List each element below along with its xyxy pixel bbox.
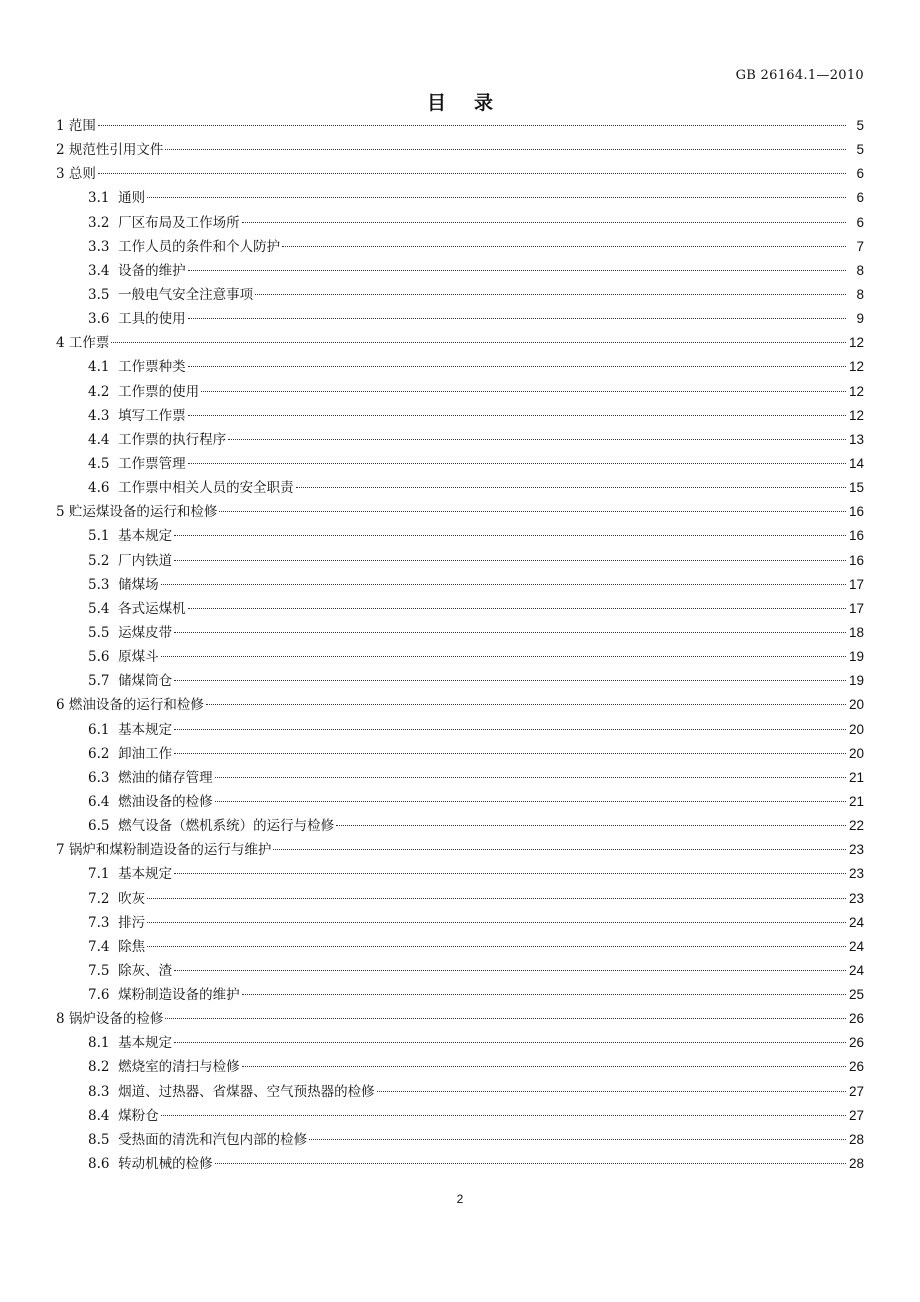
- toc-entry-label: 设备的维护: [118, 262, 186, 279]
- toc-entry[interactable]: [56, 693, 864, 717]
- toc-entry[interactable]: [56, 549, 864, 573]
- toc-entry[interactable]: [56, 838, 864, 862]
- toc-entry-number: 1: [56, 118, 65, 134]
- toc-entry-page: 23: [848, 890, 864, 906]
- dot-leader: [147, 197, 846, 198]
- toc-entry-label: 运煤皮带: [118, 624, 173, 641]
- dot-leader: [147, 922, 846, 923]
- toc-entry[interactable]: [56, 211, 864, 235]
- dot-leader: [242, 222, 846, 223]
- toc-entry-number: 7: [56, 842, 65, 859]
- toc-entry-page: 15: [848, 480, 864, 496]
- toc-entry-page: 19: [848, 673, 864, 689]
- toc-entry-label: 锅炉和煤粉制造设备的运行与维护: [68, 842, 272, 859]
- toc-entry-page: 6: [856, 214, 864, 230]
- toc-entry-number: 7.2: [88, 890, 110, 907]
- toc-entry-page: 12: [848, 335, 864, 351]
- toc-entry-number: 8.4: [88, 1107, 110, 1124]
- toc-entry[interactable]: [56, 573, 864, 597]
- toc-entry-page: 14: [848, 455, 864, 471]
- toc-entry-label: 原煤斗: [118, 649, 159, 666]
- dot-leader: [174, 560, 846, 561]
- toc-entry-label: 储煤筒仓: [118, 673, 173, 690]
- toc-entry-number: 8.5: [88, 1131, 110, 1148]
- toc-entry-number: 2: [56, 142, 65, 159]
- page-title: [0, 88, 920, 115]
- toc-entry-label: 厂区布局及工作场所: [118, 214, 240, 231]
- dot-leader: [161, 584, 846, 585]
- toc-entry-label: 排污: [118, 914, 146, 931]
- toc-entry-label: 通则: [118, 190, 146, 207]
- dot-leader: [98, 125, 846, 126]
- toc-entry[interactable]: [56, 307, 864, 331]
- toc-entry-number: 4.1: [88, 359, 110, 376]
- toc-entry-page: 5: [856, 118, 864, 133]
- toc-entry[interactable]: [56, 428, 864, 452]
- toc-entry-page: 16: [848, 552, 864, 568]
- toc-entry[interactable]: [56, 718, 864, 742]
- title-char-1: 目: [426, 92, 446, 114]
- toc-entry-number: 5.7: [88, 673, 110, 690]
- toc-entry[interactable]: [56, 911, 864, 935]
- toc-entry-label: 贮运煤设备的运行和检修: [68, 504, 218, 521]
- toc-entry-number: 4.6: [88, 480, 110, 497]
- toc-entry[interactable]: [56, 790, 864, 814]
- toc-entry-label: 填写工作票: [118, 407, 186, 424]
- toc-entry-page: 27: [848, 1083, 864, 1099]
- toc-entry-number: 3.2: [88, 214, 110, 231]
- toc-entry-label: 工具的使用: [118, 311, 186, 328]
- toc-entry-number: 8: [56, 1011, 65, 1028]
- toc-entry-label: 煤粉制造设备的维护: [118, 987, 240, 1004]
- dot-leader: [147, 898, 846, 899]
- dot-leader: [219, 511, 846, 512]
- toc-entry-label: 燃油的储存管理: [118, 769, 213, 786]
- dot-leader: [174, 680, 846, 681]
- toc-entry[interactable]: [56, 114, 864, 138]
- toc-entry[interactable]: [56, 621, 864, 645]
- toc-entry-page: 17: [848, 600, 864, 616]
- toc-entry-number: 4.5: [88, 455, 110, 472]
- dot-leader: [377, 1091, 846, 1092]
- dot-leader: [242, 1066, 846, 1067]
- toc-entry-number: 5.5: [88, 624, 110, 641]
- toc-entry-label: 除灰、渣: [118, 962, 173, 979]
- toc-entry-page: 21: [848, 793, 864, 809]
- toc-entry-number: 7.4: [88, 938, 110, 955]
- toc-entry-label: 除焦: [118, 938, 146, 955]
- toc-entry-page: 17: [848, 576, 864, 592]
- toc-entry-label: 厂内铁道: [118, 552, 173, 569]
- toc-entry-label: 燃烧室的清扫与检修: [118, 1059, 240, 1076]
- toc-entry[interactable]: [56, 524, 864, 548]
- dot-leader: [188, 415, 846, 416]
- dot-leader: [215, 1163, 846, 1164]
- toc-entry[interactable]: [56, 983, 864, 1007]
- toc-entry[interactable]: [56, 355, 864, 379]
- toc-entry[interactable]: [56, 138, 864, 162]
- toc-entry-number: 4: [56, 335, 65, 352]
- toc-entry[interactable]: [56, 887, 864, 911]
- dot-leader: [174, 632, 846, 633]
- toc-entry-label: 燃油设备的运行和检修: [68, 697, 204, 714]
- toc-entry-page: 19: [848, 649, 864, 665]
- dot-leader: [174, 1042, 846, 1043]
- toc-entry-page: 24: [848, 938, 864, 954]
- toc-entry[interactable]: [56, 742, 864, 766]
- toc-entry-page: 12: [848, 407, 864, 423]
- toc-entry[interactable]: [56, 1152, 864, 1176]
- toc-entry-page: 24: [848, 962, 864, 978]
- dot-leader: [242, 994, 846, 995]
- toc-entry[interactable]: [56, 283, 864, 307]
- toc-entry-number: 8.6: [88, 1156, 110, 1173]
- toc-entry-label: 煤粉仓: [118, 1107, 159, 1124]
- toc-entry-page: 12: [848, 359, 864, 375]
- toc-entry-number: 6.2: [88, 745, 110, 762]
- toc-entry-page: 18: [848, 624, 864, 640]
- dot-leader: [215, 777, 846, 778]
- toc-entry-label: 受热面的清洗和汽包内部的检修: [118, 1131, 308, 1148]
- dot-leader: [255, 294, 846, 295]
- standard-code: GB 26164.1—2010: [735, 68, 864, 83]
- dot-leader: [215, 801, 846, 802]
- toc-entry-number: 7.5: [88, 962, 110, 979]
- toc-entry-label: 基本规定: [118, 721, 173, 738]
- toc-entry-page: 7: [856, 238, 864, 254]
- toc-entry-label: 基本规定: [118, 1035, 173, 1052]
- toc-entry-number: 5.1: [88, 528, 110, 545]
- dot-leader: [161, 656, 846, 657]
- toc-entry-number: 7.6: [88, 987, 110, 1004]
- toc-entry-number: 8.2: [88, 1059, 110, 1076]
- toc-entry[interactable]: [56, 645, 864, 669]
- toc-entry-page: 26: [848, 1011, 864, 1027]
- toc-entry-number: 3.4: [88, 262, 110, 279]
- toc-entry-label: 基本规定: [118, 866, 173, 883]
- toc-entry[interactable]: [56, 1031, 864, 1055]
- toc-entry-page: 5: [856, 142, 864, 158]
- toc-entry[interactable]: [56, 1128, 864, 1152]
- toc-entry[interactable]: [56, 669, 864, 693]
- toc-entry-label: 工作票的执行程序: [118, 431, 227, 448]
- toc-entry[interactable]: [56, 186, 864, 210]
- dot-leader: [273, 849, 846, 850]
- dot-leader: [206, 704, 846, 705]
- toc-entry[interactable]: [56, 380, 864, 404]
- title-char-2: 录: [474, 92, 494, 114]
- toc-entry[interactable]: [56, 959, 864, 983]
- toc-entry-number: 5: [56, 504, 65, 521]
- toc-entry-label: 范围: [68, 118, 96, 134]
- toc-entry-page: 12: [848, 383, 864, 399]
- toc-entry-number: 6.4: [88, 793, 110, 810]
- toc-entry-page: 8: [856, 286, 864, 302]
- toc-entry-page: 22: [848, 818, 864, 834]
- toc-entry-number: 8.3: [88, 1083, 110, 1100]
- dot-leader: [174, 873, 846, 874]
- toc-entry-label: 卸油工作: [118, 745, 173, 762]
- toc-entry-label: 燃气设备（燃机系统）的运行与检修: [118, 818, 335, 835]
- toc-entry[interactable]: [56, 1104, 864, 1128]
- dot-leader: [111, 342, 846, 343]
- toc-entry-page: 9: [856, 311, 864, 327]
- dot-leader: [309, 1139, 846, 1140]
- toc-entry-number: 6: [56, 697, 65, 714]
- dot-leader: [228, 439, 846, 440]
- toc-entry-number: 3.1: [88, 190, 110, 207]
- toc-entry-label: 吹灰: [118, 890, 146, 907]
- toc-entry[interactable]: [56, 814, 864, 838]
- toc-entry-number: 5.3: [88, 576, 110, 593]
- toc-entry-number: 3.6: [88, 311, 110, 328]
- toc-entry-page: 13: [848, 431, 864, 447]
- toc-entry-number: 5.4: [88, 600, 110, 617]
- toc-entry[interactable]: [56, 766, 864, 790]
- toc-entry-label: 工作票的使用: [118, 383, 200, 400]
- toc-entry-label: 转动机械的检修: [118, 1156, 213, 1173]
- toc-entry-label: 基本规定: [118, 528, 173, 545]
- toc-entry-label: 工作票中相关人员的安全职责: [118, 480, 294, 497]
- toc-entry-page: 26: [848, 1035, 864, 1051]
- toc-entry-page: 28: [848, 1131, 864, 1147]
- dot-leader: [98, 173, 846, 174]
- toc-entry-number: 4.4: [88, 431, 110, 448]
- toc-entry-page: 25: [848, 987, 864, 1003]
- dot-leader: [147, 946, 846, 947]
- dot-leader: [296, 487, 846, 488]
- dot-leader: [188, 366, 846, 367]
- dot-leader: [174, 535, 846, 536]
- toc-entry-label: 总则: [68, 166, 96, 183]
- toc-entry-label: 锅炉设备的检修: [68, 1011, 164, 1028]
- toc-entry[interactable]: [56, 452, 864, 476]
- toc-entry-page: 21: [848, 769, 864, 785]
- dot-leader: [188, 270, 846, 271]
- toc-entry-label: 燃油设备的检修: [118, 793, 213, 810]
- toc-entry-page: 20: [848, 745, 864, 761]
- toc-entry-label: 工作票种类: [118, 359, 186, 376]
- toc-entry-page: 8: [856, 262, 864, 278]
- toc-entry-page: 16: [848, 528, 864, 544]
- toc-entry[interactable]: [56, 597, 864, 621]
- toc-entry-number: 6.3: [88, 769, 110, 786]
- toc-entry[interactable]: [56, 1080, 864, 1104]
- toc-entry[interactable]: [56, 935, 864, 959]
- toc-entry-page: 20: [848, 721, 864, 737]
- dot-leader: [174, 729, 846, 730]
- toc-entry-label: 一般电气安全注意事项: [118, 286, 254, 303]
- toc-entry[interactable]: [56, 500, 864, 524]
- toc-entry[interactable]: [56, 331, 864, 355]
- dot-leader: [282, 246, 846, 247]
- toc-entry[interactable]: [56, 259, 864, 283]
- toc-entry-page: 24: [848, 914, 864, 930]
- toc-entry-number: 3.3: [88, 238, 110, 255]
- dot-leader: [188, 608, 846, 609]
- toc-entry-number: 5.6: [88, 649, 110, 666]
- toc-entry-number: 8.1: [88, 1035, 110, 1052]
- dot-leader: [174, 970, 846, 971]
- toc-entry[interactable]: [56, 1007, 864, 1031]
- toc-entry-number: 4.3: [88, 407, 110, 424]
- toc-entry[interactable]: [56, 476, 864, 500]
- toc-entry-page: 26: [848, 1059, 864, 1075]
- toc-entry-page: 6: [856, 190, 864, 206]
- toc-entry-page: 20: [848, 697, 864, 713]
- toc-entry-label: 规范性引用文件: [68, 142, 164, 159]
- toc-entry-label: 烟道、过热器、省煤器、空气预热器的检修: [118, 1083, 375, 1100]
- toc-entry-number: 4.2: [88, 383, 110, 400]
- toc-entry-number: 3: [56, 166, 65, 183]
- toc-entry[interactable]: [56, 235, 864, 259]
- dot-leader: [161, 1115, 846, 1116]
- dot-leader: [165, 149, 846, 150]
- toc-entry[interactable]: [56, 862, 864, 886]
- toc-entry-page: 16: [848, 504, 864, 520]
- toc-entry-number: 7.3: [88, 914, 110, 931]
- toc-entry-number: 6.1: [88, 721, 110, 738]
- toc-entry-label: 工作票管理: [118, 455, 186, 472]
- dot-leader: [336, 825, 846, 826]
- dot-leader: [188, 463, 846, 464]
- toc-entry-label: 工作票: [68, 335, 110, 352]
- toc-entry-number: 6.5: [88, 818, 110, 835]
- toc-entry-page: 28: [848, 1156, 864, 1172]
- toc-entry-page: 23: [848, 866, 864, 882]
- toc-entry-number: 7.1: [88, 866, 110, 883]
- dot-leader: [174, 753, 846, 754]
- toc-entry[interactable]: [56, 162, 864, 186]
- toc-entry-page: 6: [856, 166, 864, 182]
- toc-entry-page: 27: [848, 1107, 864, 1123]
- table-of-contents: [56, 114, 864, 1176]
- toc-entry-label: 工作人员的条件和个人防护: [118, 238, 281, 255]
- toc-entry-label: 储煤场: [118, 576, 159, 593]
- toc-entry-label: 各式运煤机: [118, 600, 186, 617]
- toc-entry-page: 23: [848, 842, 864, 858]
- toc-entry-number: 3.5: [88, 286, 110, 303]
- toc-entry-number: 5.2: [88, 552, 110, 569]
- dot-leader: [188, 318, 846, 319]
- page-number: 2: [456, 1192, 464, 1206]
- toc-entry[interactable]: [56, 1055, 864, 1079]
- dot-leader: [201, 391, 846, 392]
- dot-leader: [165, 1018, 846, 1019]
- toc-entry[interactable]: [56, 404, 864, 428]
